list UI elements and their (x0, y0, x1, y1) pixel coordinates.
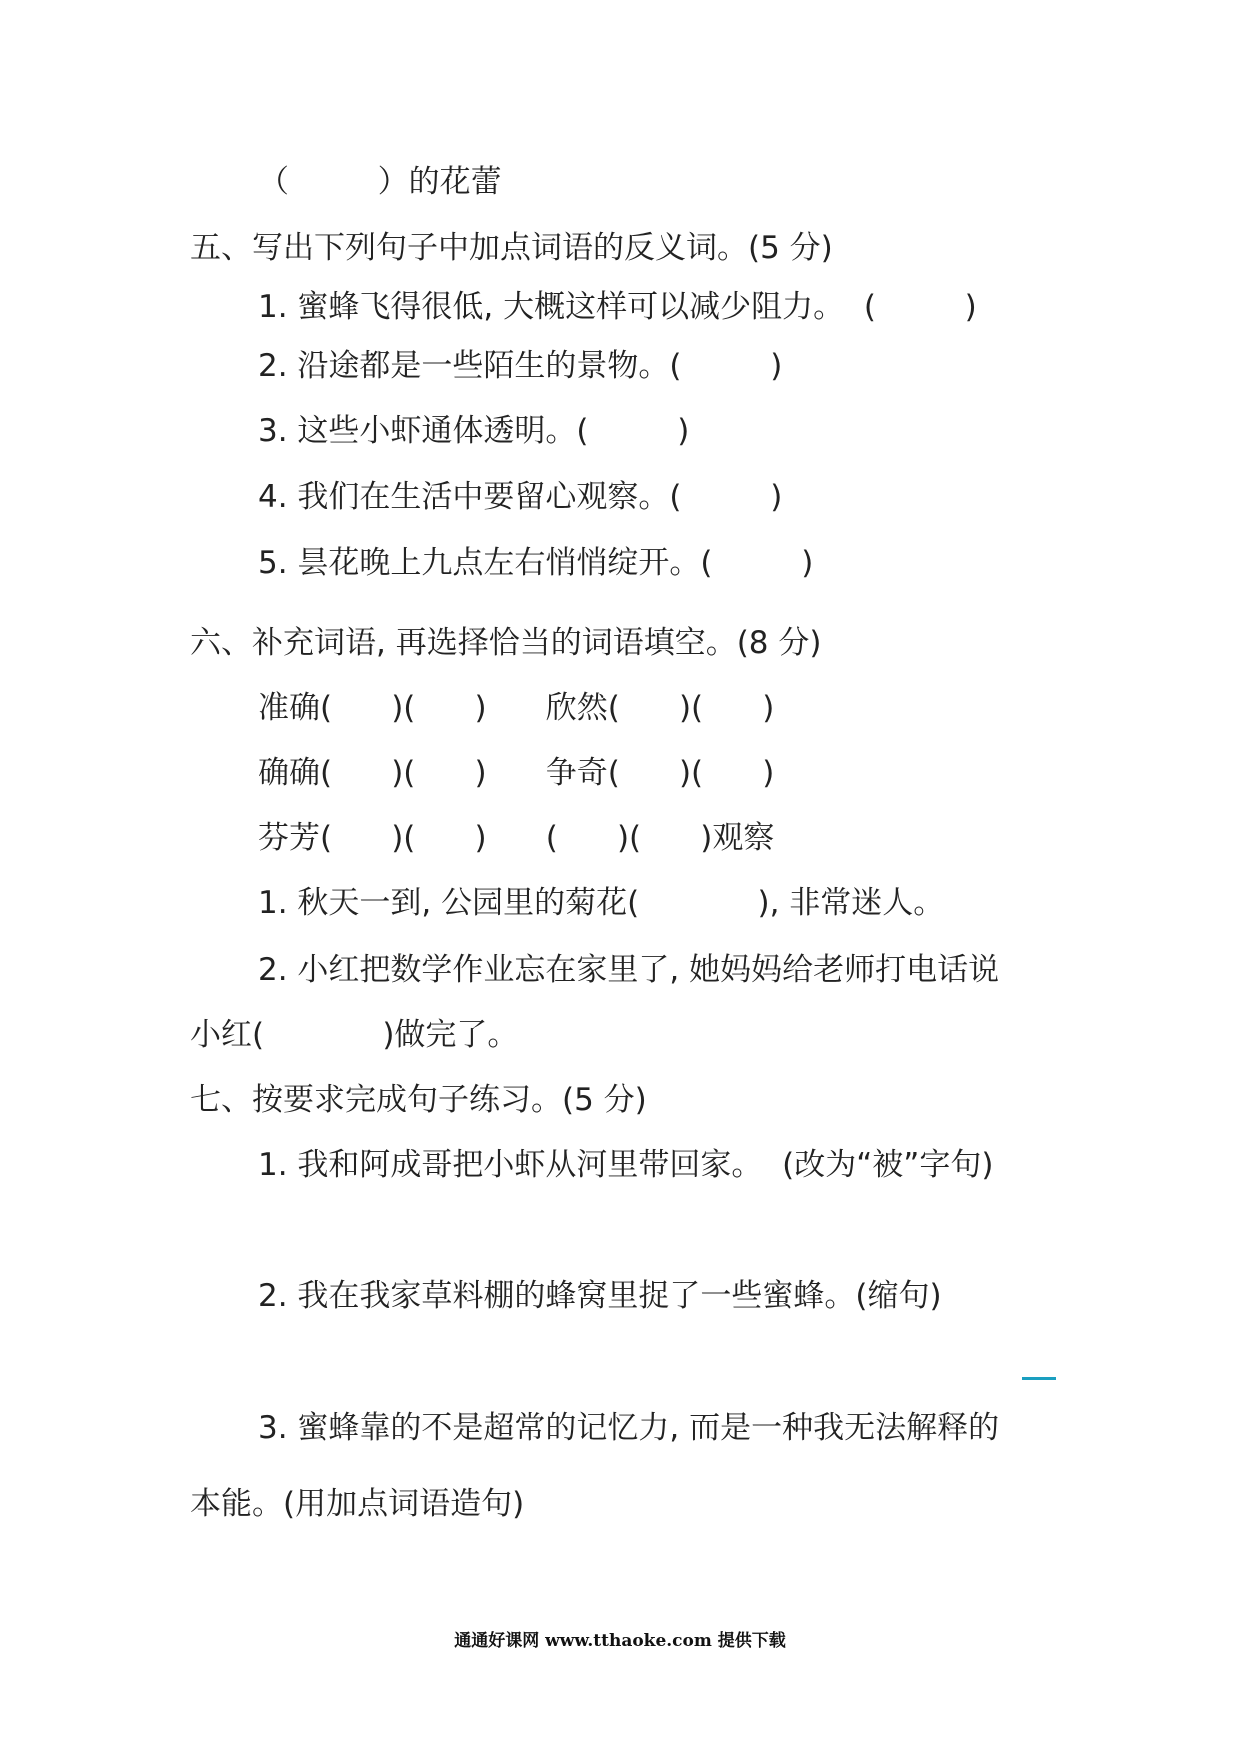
question-line: 3. 蜜蜂靠的不是超常的记忆力, 而是一种我无法解释的 (258, 1410, 1000, 1446)
word-fill-row: 芬芳( )( ) ( )( )观察 (258, 820, 775, 856)
question-line-continued: 小红( )做完了。 (190, 1017, 519, 1053)
section-seven-heading: 七、按要求完成句子练习。(5 分) (190, 1082, 647, 1118)
question-line-continued: 本能。(用加点词语造句) (190, 1486, 525, 1522)
section-five-heading: 五、写出下列句子中加点词语的反义词。(5 分) (190, 230, 833, 266)
question-line: 3. 这些小虾通体透明。( ) (258, 413, 690, 449)
question-line: 1. 我和阿成哥把小虾从河里带回家。 (改为“被”字句) (258, 1147, 994, 1183)
accent-dash (1022, 1377, 1056, 1380)
word-fill-row: 准确( )( ) 欣然( )( ) (258, 690, 775, 726)
question-line: 2. 小红把数学作业忘在家里了, 她妈妈给老师打电话说 (258, 952, 1000, 988)
question-line: 4. 我们在生活中要留心观察。( ) (258, 479, 783, 515)
section-six-heading: 六、补充词语, 再选择恰当的词语填空。(8 分) (190, 625, 822, 661)
question-line: 5. 昙花晚上九点左右悄悄绽开。( ) (258, 545, 814, 581)
question-line: 1. 蜜蜂飞得很低, 大概这样可以减少阻力。 ( ) (258, 289, 977, 325)
question-line: 2. 我在我家草料棚的蜂窝里捉了一些蜜蜂。(缩句) (258, 1278, 942, 1314)
footer-credit: 通通好课网 www.tthaoke.com 提供下载 (454, 1631, 786, 1651)
question-line: 2. 沿途都是一些陌生的景物。( ) (258, 348, 783, 384)
word-fill-row: 确确( )( ) 争奇( )( ) (258, 755, 775, 791)
question-line: 1. 秋天一到, 公园里的菊花( ), 非常迷人。 (258, 885, 945, 921)
phrase-line: （ ）的花蕾 (258, 164, 502, 200)
